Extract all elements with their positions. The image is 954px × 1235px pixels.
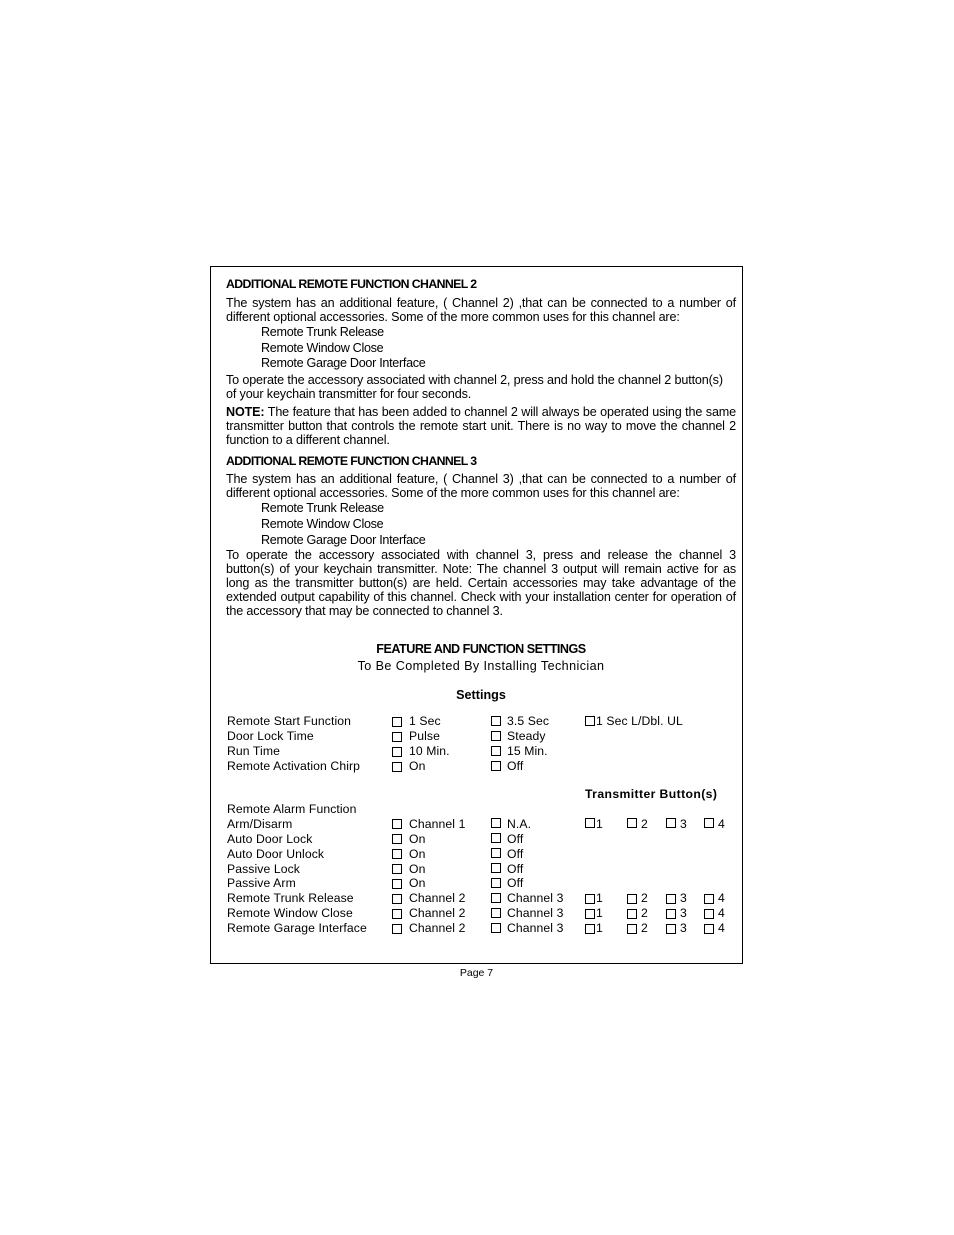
option-label: Off <box>507 759 524 773</box>
option-label: On <box>409 759 426 773</box>
option-label: Channel 3 <box>507 921 564 935</box>
checkbox[interactable] <box>704 894 714 904</box>
setting-label: Arm/Disarm <box>227 817 293 831</box>
checkbox[interactable] <box>585 924 595 934</box>
button-label: 4 <box>718 891 725 905</box>
button-label: 3 <box>680 891 687 905</box>
option-label: On <box>409 862 426 876</box>
channel2-operate: To operate the accessory associated with channel 2, press and hold the channel 2 button(s) of your keychain transmitter for four seconds. <box>226 373 723 401</box>
channel2-use-3: Remote Garage Door Interface <box>261 356 426 370</box>
alarm-heading: Remote Alarm Function <box>227 802 357 816</box>
checkbox[interactable] <box>491 731 501 741</box>
checkbox[interactable] <box>392 909 402 919</box>
checkbox[interactable] <box>491 878 501 888</box>
option-label: Channel 2 <box>409 921 466 935</box>
checkbox[interactable] <box>585 894 595 904</box>
settings-heading: Settings <box>456 688 506 702</box>
setting-label: Remote Window Close <box>227 906 353 920</box>
channel2-note <box>226 405 736 447</box>
setting-label: Remote Activation Chirp <box>227 759 361 773</box>
checkbox[interactable] <box>585 909 595 919</box>
button-label: 4 <box>718 817 725 831</box>
button-label: 3 <box>680 817 687 831</box>
checkbox[interactable] <box>704 924 714 934</box>
page-number: Page 7 <box>459 967 494 979</box>
checkbox[interactable] <box>491 863 501 873</box>
setting-label: Passive Lock <box>227 862 301 876</box>
option-label: 15 Min. <box>507 744 548 758</box>
checkbox[interactable] <box>627 909 637 919</box>
setting-label: Auto Door Lock <box>227 832 313 846</box>
checkbox[interactable] <box>392 879 402 889</box>
checkbox[interactable] <box>491 716 501 726</box>
option-label: Off <box>507 876 524 890</box>
button-label: 1 <box>596 891 603 905</box>
setting-label: Remote Start Function <box>227 714 352 728</box>
option-label: Off <box>507 832 524 846</box>
option-label: Off <box>507 847 524 861</box>
checkbox[interactable] <box>666 924 676 934</box>
checkbox[interactable] <box>491 908 501 918</box>
option-label: Channel 3 <box>507 891 564 905</box>
checkbox[interactable] <box>491 746 501 756</box>
channel2-use-2: Remote Window Close <box>261 341 384 355</box>
option-label: Channel 2 <box>409 906 466 920</box>
setting-label: Run Time <box>227 744 280 758</box>
transmitter-heading: Transmitter Button(s) <box>585 787 718 801</box>
channel3-operate: To operate the accessory associated with channel 3, press and release the channel 3 button(s) of your keychain transmitter. Note: The channel 3 output will remain active for as long as the transmitter button(s) are held. Certain accessories may take advantage of the extended output capability of this channel. Check with your installation center for operation of the accessory that may be connected to channel 3. <box>226 548 736 618</box>
setting-label: Passive Arm <box>227 876 296 890</box>
option-label: On <box>409 876 426 890</box>
button-label: 2 <box>641 891 648 905</box>
option-label: Channel 1 <box>409 817 466 831</box>
button-label: 3 <box>680 921 687 935</box>
checkbox[interactable] <box>392 834 402 844</box>
button-label: 2 <box>641 921 648 935</box>
option-label: Channel 3 <box>507 906 564 920</box>
checkbox[interactable] <box>627 924 637 934</box>
option-label: Off <box>507 862 524 876</box>
channel2-intro: The system has an additional feature, ( Channel 2) ,that can be connected to a number of different optional accessories. Some of the more common uses for this channel are: <box>226 296 736 324</box>
option-label: Pulse <box>409 729 440 743</box>
setting-label: Remote Trunk Release <box>227 891 354 905</box>
option-label: Channel 2 <box>409 891 466 905</box>
setting-label: Remote Garage Interface <box>227 921 367 935</box>
checkbox[interactable] <box>491 848 501 858</box>
option-label: 1 Sec L/Dbl. UL <box>596 714 683 728</box>
checkbox[interactable] <box>392 762 402 772</box>
note-label: NOTE: <box>226 405 265 419</box>
channel3-use-2: Remote Window Close <box>261 517 384 531</box>
channel2-use-1: Remote Trunk Release <box>261 325 384 339</box>
checkbox[interactable] <box>491 833 501 843</box>
checkbox[interactable] <box>585 716 595 726</box>
option-label: Steady <box>507 729 546 743</box>
checkbox[interactable] <box>491 761 501 771</box>
settings-title: FEATURE AND FUNCTION SETTINGS <box>376 642 586 656</box>
button-label: 1 <box>596 817 603 831</box>
checkbox[interactable] <box>491 923 501 933</box>
button-label: 2 <box>641 817 648 831</box>
button-label: 3 <box>680 906 687 920</box>
checkbox[interactable] <box>392 732 402 742</box>
checkbox[interactable] <box>704 909 714 919</box>
checkbox[interactable] <box>392 924 402 934</box>
button-label: 4 <box>718 906 725 920</box>
setting-label: Auto Door Unlock <box>227 847 325 861</box>
checkbox[interactable] <box>392 819 402 829</box>
checkbox[interactable] <box>392 747 402 757</box>
checkbox[interactable] <box>392 849 402 859</box>
settings-subtitle: To Be Completed By Installing Technician <box>357 659 605 673</box>
checkbox[interactable] <box>627 894 637 904</box>
checkbox[interactable] <box>491 818 501 828</box>
option-label: 3.5 Sec <box>507 714 550 728</box>
button-label: 1 <box>596 921 603 935</box>
channel2-title: ADDITIONAL REMOTE FUNCTION CHANNEL 2 <box>226 277 477 291</box>
checkbox[interactable] <box>392 894 402 904</box>
button-label: 4 <box>718 921 725 935</box>
channel3-use-1: Remote Trunk Release <box>261 501 384 515</box>
option-label: N.A. <box>507 817 532 831</box>
option-label: On <box>409 847 426 861</box>
checkbox[interactable] <box>392 717 402 727</box>
checkbox[interactable] <box>666 894 676 904</box>
checkbox[interactable] <box>392 864 402 874</box>
option-label: 10 Min. <box>409 744 450 758</box>
channel3-intro: The system has an additional feature, ( Channel 3) ,that can be connected to a number of different optional accessories. Some of the more common uses for this channel are: <box>226 472 736 500</box>
channel3-use-3: Remote Garage Door Interface <box>261 533 426 547</box>
note-text: The feature that has been added to channel 2 will always be operated using the same transmitter button that controls the remote start unit. There is no way to move the channel 2 function to a different channel. <box>226 405 736 447</box>
button-label: 1 <box>596 906 603 920</box>
button-label: 2 <box>641 906 648 920</box>
setting-label: Door Lock Time <box>227 729 314 743</box>
checkbox[interactable] <box>704 818 714 828</box>
option-label: On <box>409 832 426 846</box>
channel3-title: ADDITIONAL REMOTE FUNCTION CHANNEL 3 <box>226 454 477 468</box>
checkbox[interactable] <box>627 818 637 828</box>
checkbox[interactable] <box>491 893 501 903</box>
checkbox[interactable] <box>666 818 676 828</box>
checkbox[interactable] <box>666 909 676 919</box>
option-label: 1 Sec <box>409 714 441 728</box>
checkbox[interactable] <box>585 818 595 828</box>
